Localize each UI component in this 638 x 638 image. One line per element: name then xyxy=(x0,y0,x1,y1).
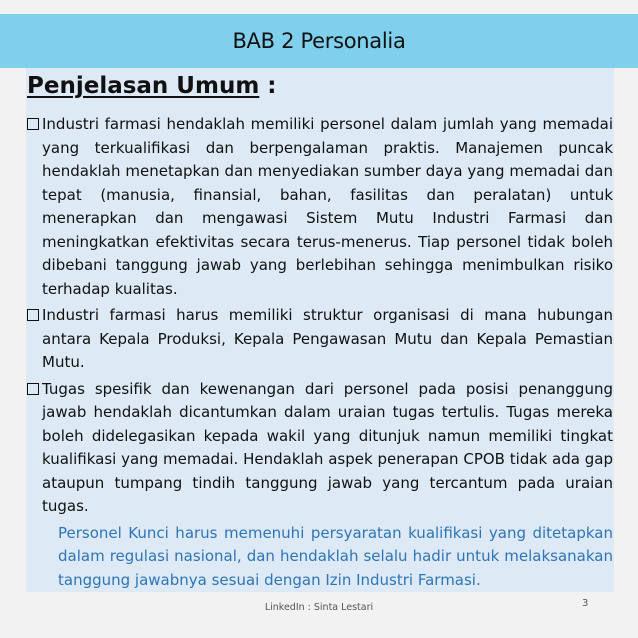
checkbox-bullet-icon xyxy=(27,309,39,321)
bullet-item xyxy=(27,304,613,375)
heading-colon: : xyxy=(259,73,277,99)
footer-credit: LinkedIn : Sinta Lestari xyxy=(264,602,374,613)
bullet-text: Industri farmasi harus memiliki struktur organisasi di mana hubungan antara Kepala Produksi, Kepala Pengawasan Mutu dan Kepala Pemastian Mutu. xyxy=(42,306,613,371)
bullet-item xyxy=(27,378,613,519)
bullet-text: Industri farmasi hendaklah memiliki personel dalam jumlah yang memadai yang terkualifikasi dan berpengalaman praktis. Manajemen puncak hendaklah menetapkan dan menyediakan sumber daya yang memadai dan tepat (manusia, finansial, bahan, fasilitas dan peralatan) untuk menerapkan dan mengawasi Sistem Mutu Industri Farmasi dan meningkatkan efektivitas secara terus-menerus. Tiap personel tidak boleh dibebani tanggung jawab yang berlebihan sehingga menimbulkan risiko terhadap kualitas. xyxy=(42,115,613,298)
checkbox-bullet-icon xyxy=(27,383,39,395)
page-number: 3 xyxy=(582,598,589,609)
bullet-item xyxy=(27,113,613,301)
heading-text: Penjelasan Umum xyxy=(27,73,260,99)
bullet-text: Tugas spesifik dan kewenangan dari personel pada posisi penanggung jawab hendaklah dicantumkan dalam uraian tugas tertulis. Tugas mereka boleh didelegasikan kepada wakil yang ditunjuk namun memiliki tingkat kualifikasi yang memadai. Hendaklah aspek penerapan CPOB tidak ada gap ataupun tumpang tindih tanggung jawab yang tercantum pada uraian tugas. xyxy=(42,379,613,515)
body-text xyxy=(27,113,613,592)
title-bar xyxy=(0,14,638,68)
key-personnel-note: Personel Kunci harus memenuhi persyaratan kualifikasi yang ditetapkan dalam regulasi nasional, dan hendaklah selalu hadir untuk melaksanakan tanggung jawabnya sesuai dengan Izin Industri Farmasi. xyxy=(58,523,613,589)
slide-title: BAB 2 Personalia xyxy=(232,29,406,53)
checkbox-bullet-icon xyxy=(27,118,39,130)
section-heading xyxy=(27,73,277,99)
